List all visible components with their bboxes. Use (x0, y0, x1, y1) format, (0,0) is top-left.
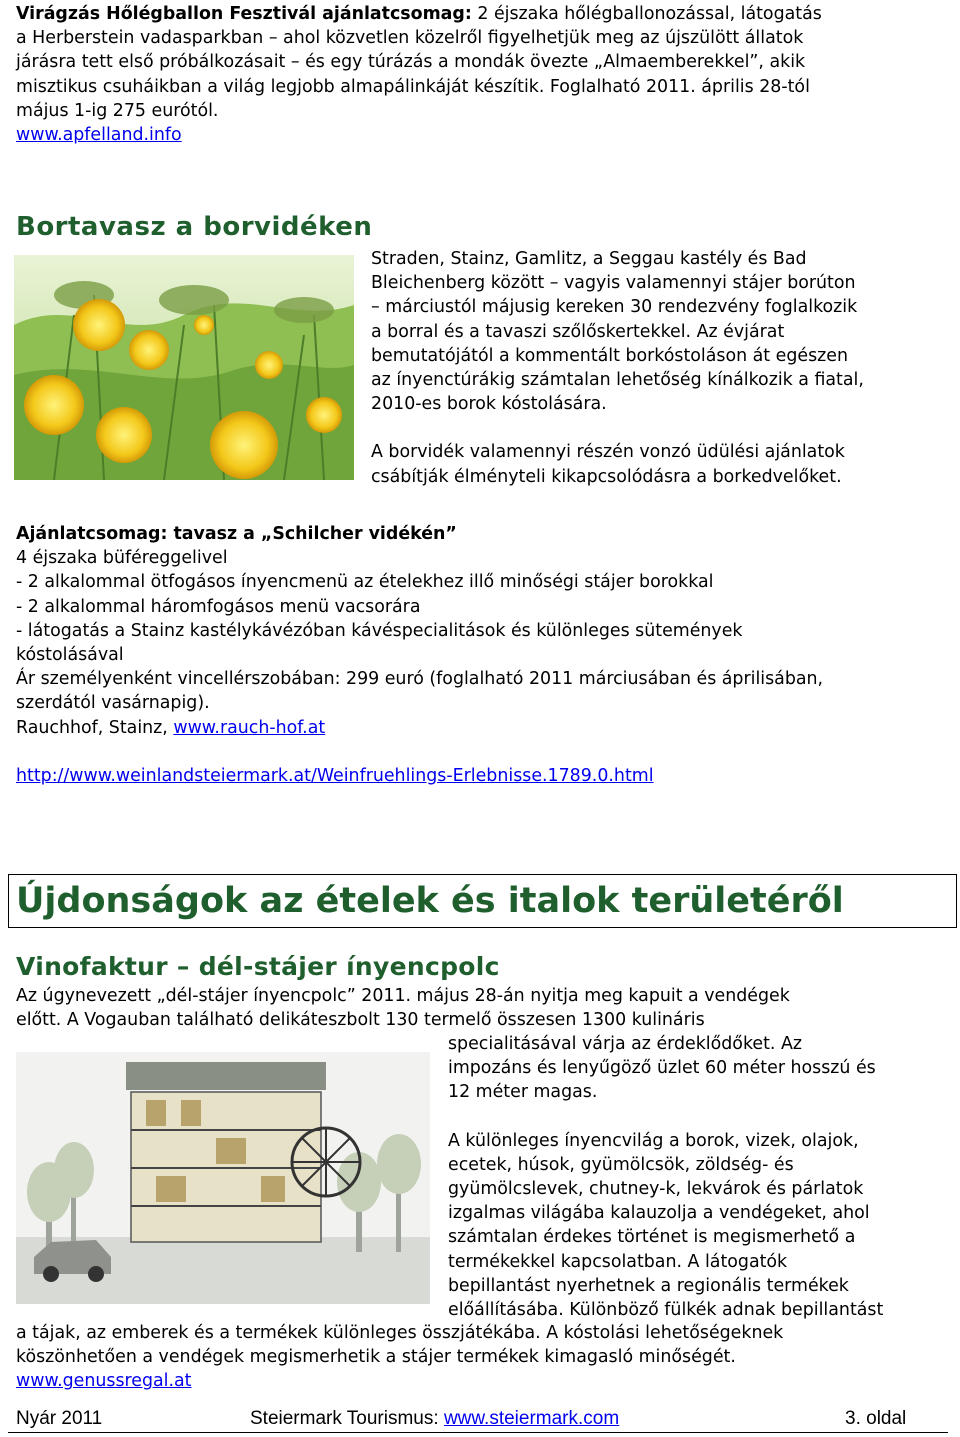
vinofaktur-line: termékekkel kapcsolatban. A látogatók (448, 1251, 788, 1272)
offer-block (16, 522, 946, 788)
rauch-hof-link[interactable]: www.rauch-hof.at (173, 717, 326, 738)
bortavasz-text (371, 247, 942, 489)
bortavasz-line: a borral és a tavaszi szőlőskertekkel. Az évjárat (371, 321, 785, 342)
bortavasz-line: A borvidék valamennyi részén vonzó üdülési ajánlatok (371, 442, 845, 463)
vinofaktur-line: 12 méter magas. (448, 1082, 598, 1103)
section-heading-box (8, 874, 957, 928)
vinofaktur-line: köszönhetően a vendégek megismerhetik a stájer termékek kimagasló minőségét. (16, 1347, 736, 1368)
genussregal-link[interactable]: www.genussregal.at (16, 1371, 192, 1392)
vinofaktur-building-illustration (16, 1052, 430, 1304)
section-heading: Újdonságok az ételek és italok területéről (16, 881, 844, 921)
vinofaktur-line: izgalmas világába kalauzolja a vendégeket, ahol (448, 1203, 870, 1224)
offer-line: 4 éjszaka büféreggelivel (16, 548, 228, 569)
footer-right: 3. oldal (845, 1408, 907, 1429)
intro-line-3: misztikus csuháikban a világ legjobb almapálinkáját készítik. Foglalható 2011. április 28-tól (16, 76, 810, 97)
intro-title: Virágzás Hőlégballon Fesztivál ajánlatcsomag: (16, 4, 472, 24)
bortavasz-line: 2010-es borok kóstolására. (371, 394, 607, 415)
vineyard-flowers-illustration (14, 255, 354, 480)
offer-line: szerdától vasárnapig). (16, 693, 210, 714)
footer-left: Nyár 2011 (16, 1408, 103, 1429)
offer-line: - 2 alkalommal ötfogásos ínyencmenü az ételekhez illő minőségi stájer borokkal (16, 572, 714, 593)
vineyard-flowers-photo (14, 255, 354, 480)
steiermark-link[interactable]: www.steiermark.com (443, 1408, 620, 1429)
vinofaktur-line: specialitásával várja az érdeklődőket. Az (448, 1034, 802, 1054)
intro-line-0: Virágzás Hőlégballon Fesztivál ajánlatcsomag: 2 éjszaka hőlégballonozással, látogatás (16, 4, 822, 24)
vinofaktur-line: előállításába. Különböző fülkék adnak bepillantást (448, 1300, 884, 1321)
bortavasz-line: az ínyenctúrákig számtalan lehetőség kínálkozik a fiatal, (371, 370, 864, 391)
intro-line-4: május 1-ig 275 eurótól. (16, 100, 219, 121)
bortavasz-line: bemutatójától a kommentált borkóstoláson át egészen (371, 345, 849, 366)
vinofaktur-line: a tájak, az emberek és a termékek különleges összjátékába. A kóstolási lehetőségeknek (16, 1323, 784, 1343)
vinofaktur-line: impozáns és lenyűgöző üzlet 60 méter hosszú és (448, 1058, 876, 1079)
bortavasz-heading: Bortavasz a borvidéken (16, 212, 373, 242)
offer-line: Ár személyenként vincellérszobában: 299 euró (foglalható 2011 márciusában és áprilisában, (16, 669, 824, 690)
offer-title: Ajánlatcsomag: tavasz a „Schilcher vidékén” (16, 524, 457, 544)
vinofaktur-line: számtalan érdekes történet is megismerhető a (448, 1227, 856, 1248)
intro-block (16, 2, 940, 147)
apfelland-link[interactable]: www.apfelland.info (16, 125, 182, 146)
vinofaktur-line: ecetek, húsok, gyümölcsök, zöldség- és (448, 1154, 794, 1175)
footer-rule (8, 1432, 948, 1433)
intro-line-1: a Herberstein vadasparkban – ahol közvetlen közelről figyelhetjük meg az újszülött állatok (16, 28, 804, 49)
vinofaktur-heading: Vinofaktur – dél-stájer ínyencpolc (16, 952, 500, 981)
vinofaktur-building-rendering (16, 1052, 430, 1304)
vinofaktur-line: bepillantást nyerhetnek a regionális termékek (448, 1275, 849, 1296)
offer-location: Rauchhof, Stainz, www.rauch-hof.at (16, 717, 326, 738)
vinofaktur-bottom-text (16, 1321, 946, 1394)
offer-line: - 2 alkalommal háromfogásos menü vacsorára (16, 596, 421, 617)
vinofaktur-line: Az úgynevezett „dél-stájer ínyencpolc” 2011. május 28-án nyitja meg kapuit a vendégek (16, 986, 790, 1006)
footer-center: Steiermark Tourismus: www.steiermark.com (250, 1408, 620, 1429)
bortavasz-line: Bleichenberg között – vagyis valamennyi stájer borúton (371, 273, 856, 294)
bortavasz-line: csábítják élményteli kikapcsolódásra a borkedvelőket. (371, 466, 842, 487)
vinofaktur-full-text (16, 984, 904, 1032)
offer-line: - látogatás a Stainz kastélykávézóban kávéspecialitások és különleges sütemények (16, 620, 743, 641)
bortavasz-line: Straden, Stainz, Gamlitz, a Seggau kastély és Bad (371, 249, 807, 269)
vinofaktur-line: előtt. A Vogauban található delikáteszbolt 130 termelő összesen 1300 kulináris (16, 1010, 705, 1031)
intro-line-2: járásra tett első próbálkozásait – és egy túrázás a mondák övezte „Almaemberekkel”, akik (16, 52, 806, 73)
offer-line: kóstolásával (16, 645, 124, 666)
vinofaktur-line: gyümölcslevek, chutney-k, lekvárok és párlatok (448, 1179, 864, 1200)
vinofaktur-right-text (448, 1032, 942, 1322)
weinland-url-link[interactable]: http://www.weinlandsteiermark.at/Weinfruehlings-Erlebnisse.1789.0.html (16, 765, 654, 786)
bortavasz-line: – márciustól májusig kereken 30 rendezvény foglalkozik (371, 297, 858, 318)
vinofaktur-line: A különleges ínyencvilág a borok, vizek, olajok, (448, 1130, 859, 1151)
